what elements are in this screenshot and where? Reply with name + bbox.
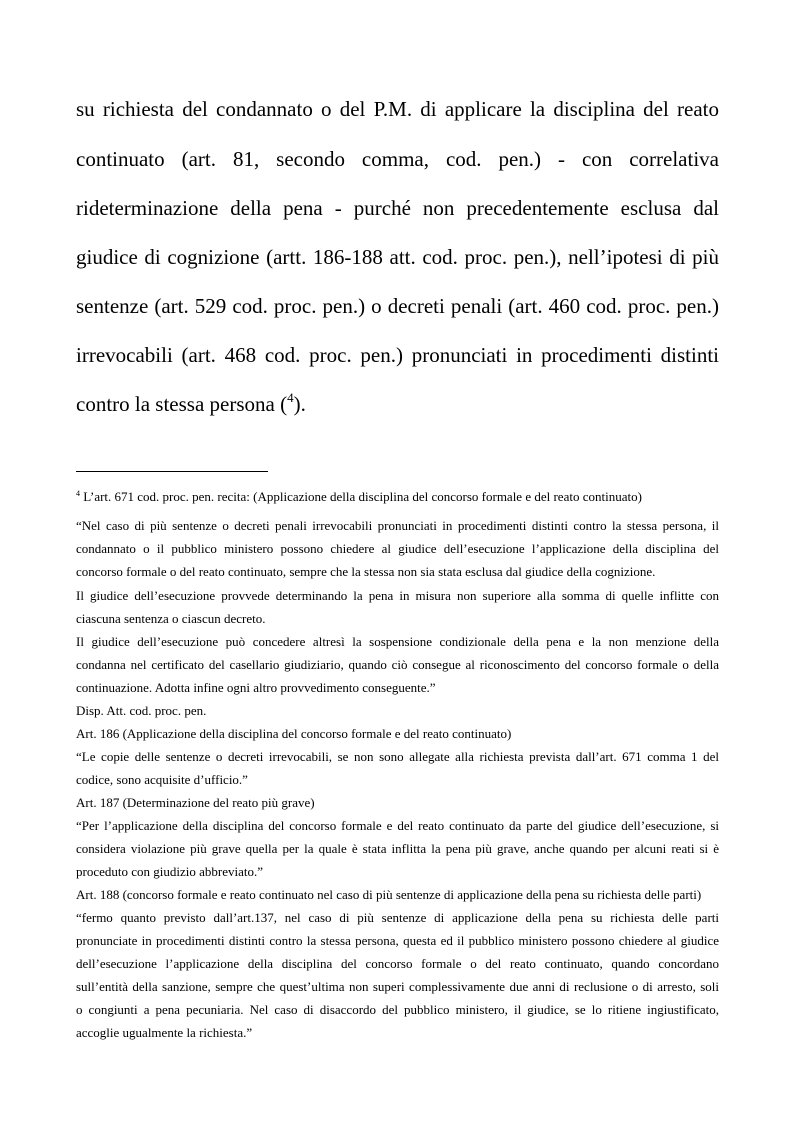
body-line: su richiesta del condannato o del P.M. di applicare la disciplina del reato [76,97,719,121]
footnote-number: 4 [76,489,80,498]
footnote-line: Art. 187 (Determinazione del reato più grave) [76,795,315,810]
footnote-line: pronunciate in procedimenti distinti contro la stessa persona, questa ed il pubblico ministero possono chiedere al giudice [76,933,719,948]
footnote-line: Disp. Att. cod. proc. pen. [76,703,207,718]
footnote-line: “Le copie delle sentenze o decreti irrevocabili, se non sono allegate alla richiesta prevista dall’art. 671 comma 1 del [76,749,719,764]
footnote-line: o congiunti a pena pecuniaria. Nel caso di disaccordo del pubblico ministero, il giudice, se lo ritiene ingiustificato, [76,1002,719,1017]
footnote-line: “fermo quanto previsto dall’art.137, nel caso di più sentenze di applicazione della pena su richiesta delle parti [76,910,719,925]
body-line: irrevocabili (art. 468 cod. proc. pen.) pronunciati in procedimenti distinti [76,343,719,367]
footnote-ref[interactable]: 4 [287,390,294,405]
footnote-line: sull’entità della sanzione, sempre che quest’ultima non superi complessivamente due anni di reclusione o di arresto, soli [76,979,719,994]
footnote-line: accoglie ugualmente la richiesta.” [76,1025,253,1040]
footnote-separator [76,471,268,472]
footnote-line: Art. 186 (Applicazione della disciplina del concorso formale e del reato continuato) [76,726,512,741]
footnote-line: dell’esecuzione l’applicazione della disciplina del concorso formale o del reato continuato, quando concordano [76,956,719,971]
footnote-line: Il giudice dell’esecuzione provvede determinando la pena in misura non superiore alla somma di quelle inflitte con [76,588,719,603]
body-line: sentenze (art. 529 cod. proc. pen.) o decreti penali (art. 460 cod. proc. pen.) [76,294,719,318]
body-last-line [76,392,719,416]
body-last-line-end: ). [293,392,306,416]
body-line: giudice di cognizione (artt. 186-188 att. cod. proc. pen.), nell’ipotesi di più [76,245,719,269]
footnote-line: continuazione. Adotta infine ogni altro provvedimento conseguente.” [76,680,436,695]
footnote-line: proceduto con giudizio abbreviato.” [76,864,263,879]
footnote-line: condanna nel certificato del casellario giudiziario, quando ciò consegue al riconoscimento del concorso formale o della [76,657,719,672]
body-line: continuato (art. 81, secondo comma, cod. pen.) - con correlativa [76,147,719,171]
footnote-line: Il giudice dell’esecuzione può concedere altresì la sospensione condizionale della pena e la non menzione della [76,634,719,649]
footnote-line: ciascuna sentenza o ciascun decreto. [76,611,266,626]
footnote-line: “Nel caso di più sentenze o decreti penali irrevocabili pronunciati in procedimenti distinti contro la stessa persona, il [76,518,719,533]
footnote-line: codice, sono acquisite d’ufficio.” [76,772,248,787]
footnote-first-line [76,489,719,505]
body-last-line-text: contro la stessa persona ( [76,392,288,416]
footnote-line: considera violazione più grave quella per la quale è stata inflitta la pena più grave, anche quando per alcuni reati si è [76,841,719,856]
body-line: rideterminazione della pena - purché non precedentemente esclusa dal [76,196,719,220]
footnote-line: concorso formale o del reato continuato, sempre che la stessa non sia stata esclusa dal giudice della cognizione. [76,564,656,579]
footnote-line: “Per l’applicazione della disciplina del concorso formale e del reato continuato da parte del giudice dell’esecuzione, si [76,818,719,833]
footnote-first-line-text: L’art. 671 cod. proc. pen. recita: (Applicazione della disciplina del concorso formale e del reato continuato) [80,489,642,504]
footnote-line: condannato o il pubblico ministero possono chiedere al giudice dell’esecuzione l’applicazione della disciplina del [76,541,719,556]
footnote-line: Art. 188 (concorso formale e reato continuato nel caso di più sentenze di applicazione della pena su richiesta delle parti) [76,887,702,902]
